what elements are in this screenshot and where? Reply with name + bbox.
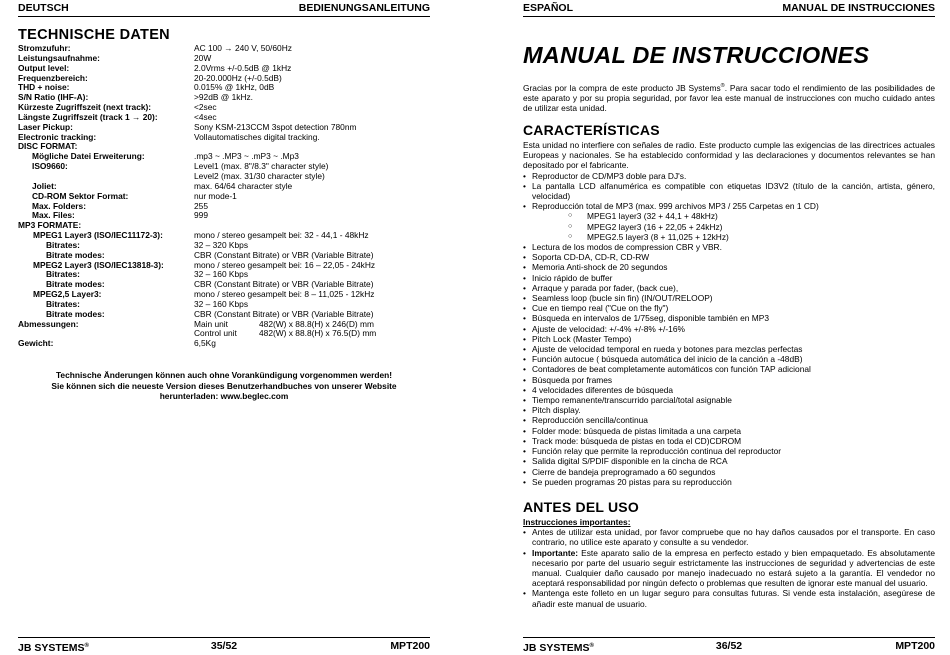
spec-label: THD + noise:: [18, 82, 70, 93]
spec-value: Main unit: [194, 318, 228, 329]
spec-label: Abmessungen:: [18, 318, 79, 329]
list-item: • Contadores de beat completamente automáticos con función TAP adicional: [523, 364, 935, 374]
list-item: • Búsqueda por frames: [523, 375, 935, 385]
spec-label: Gewicht:: [18, 338, 54, 349]
list-item: • Reproducción sencilla/continua: [523, 415, 935, 425]
spec-label: Bitrates:: [46, 269, 80, 280]
list-item: [523, 527, 935, 547]
page-footer: [523, 640, 935, 653]
spec-label: Laser Pickup:: [18, 121, 73, 132]
spec-label: Mögliche Datei Erweiterung:: [32, 151, 145, 162]
spec-value: 999: [194, 210, 208, 221]
spec-label: S/N Ratio (IHF-A):: [18, 92, 89, 103]
footer-brand-text: JB SYSTEMS: [18, 642, 85, 654]
spec-value: Level1 (max. 8"/8.3" character style): [194, 161, 329, 172]
before-use-section: [523, 517, 935, 609]
spec-list: [18, 44, 430, 349]
registered-mark: ®: [589, 643, 594, 649]
list-item: • Lectura de los modos de compression CBR y VBR.: [523, 242, 935, 252]
spec-row: [18, 133, 430, 143]
list-item: • Folder mode: búsqueda de pistas limitada a una carpeta: [523, 426, 935, 436]
spec-label: Joliet:: [32, 180, 57, 191]
spec-label: DISC FORMAT:: [18, 141, 78, 152]
before-use-list: [523, 527, 935, 609]
left-page: [18, 0, 430, 654]
spec-value: <4sec: [194, 111, 217, 122]
list-item: • Función relay que permite la reproducción continua del reproductor: [523, 446, 935, 456]
list-item: • Función autocue ( búsqueda automática del inicio de la canción a -48dB): [523, 354, 935, 364]
list-item: • Arraque y parada por fader, (back cue),: [523, 283, 935, 293]
spec-value: CBR (Constant Bitrate) or VBR (Variable Bitrate): [194, 249, 374, 260]
list-item: • Búsqueda en intervalos de 1/75seg, disponible también en MP3: [523, 313, 935, 323]
footer-model: MPT200: [895, 640, 935, 652]
spec-label: Electronic tracking:: [18, 131, 97, 142]
spec-row: [18, 202, 430, 212]
page-header: [523, 2, 935, 14]
spec-dimensions: 482(W) x 88.8(H) x 246(D) mm: [259, 318, 374, 329]
list-item: [523, 548, 935, 589]
footer-model: MPT200: [390, 640, 430, 652]
spec-value: Sony KSM-213CCM 3spot detection 780nm: [194, 121, 357, 132]
spec-value: 0.015% @ 1kHz, 0dB: [194, 82, 275, 93]
spec-value: 32 – 160 Kbps: [194, 298, 249, 309]
spec-label: Leistungsaufnahme:: [18, 52, 100, 63]
section-title-technical-data: TECHNISCHE DATEN: [18, 27, 170, 43]
spec-value: Level2 (max. 31/30 character style): [194, 170, 325, 181]
intro-paragraph: [523, 81, 935, 113]
features-section: [523, 140, 935, 487]
spec-label: Längste Zugriffszeit (track 1 → 20):: [18, 111, 158, 122]
list-item: • 4 velocidades diferentes de búsqueda: [523, 385, 935, 395]
spec-value: 32 – 320 Kbps: [194, 239, 249, 250]
list-item: • Memoria Anti-shock de 20 segundos: [523, 262, 935, 272]
notice-line: herunterladen: www.beglec.com: [159, 391, 289, 401]
spec-label: Max. Folders:: [32, 200, 86, 211]
spec-value: CBR (Constant Bitrate) or VBR (Variable Bitrate): [194, 308, 374, 319]
spec-row: [18, 329, 430, 339]
sub-list-item: ○ MPEG2 layer3 (16 + 22,05 + 24kHz): [523, 222, 935, 232]
right-page: [523, 0, 935, 654]
notice-line: Sie können sich die neueste Version dieses Benutzerhandbuches von unserer Website: [51, 380, 397, 391]
list-item: • Reproducción total de MP3 (max. 999 archivos MP3 / 255 Carpetas en 1 CD): [523, 201, 935, 211]
list-item-emphasis: Importante:: [532, 547, 579, 558]
sub-list-item: ○ MPEG2.5 layer3 (8 + 11,025 + 12kHz): [523, 232, 935, 242]
spec-dimensions: 482(W) x 88.8(H) x 76.5(D) mm: [259, 328, 377, 339]
header-manual-title: MANUAL DE INSTRUCCIONES: [782, 2, 935, 14]
spec-value: mono / stereo gesampelt bei: 8 – 11,025 - 12kHz: [194, 289, 375, 300]
section-title-before-use: ANTES DEL USO: [523, 499, 639, 515]
list-item: • Ajuste de velocidad temporal en rueda y botones para mezclas perfectas: [523, 344, 935, 354]
spec-label: Bitrates:: [46, 239, 80, 250]
page-title: MANUAL DE INSTRUCCIONES: [523, 42, 870, 68]
spec-label: Bitrate modes:: [46, 279, 105, 290]
intro-text-a: Gracias por la compra de este producto JB Systems: [523, 82, 721, 93]
footer-divider: [523, 637, 935, 638]
header-divider: [18, 16, 430, 17]
list-item: • La pantalla LCD alfanumérica es compatible con etiquetas ID3V2 (título de la canción, artista, género, velocidad): [523, 181, 935, 201]
spec-value: 255: [194, 200, 208, 211]
spec-value: 32 – 160 Kbps: [194, 269, 249, 280]
spec-value: AC 100 → 240 V, 50/60Hz: [194, 43, 292, 53]
list-item: • Seamless loop (bucle sin fin) (IN/OUT/RELOOP): [523, 293, 935, 303]
spec-label: MPEG1 Layer3 (ISO/IEC11172-3):: [33, 230, 163, 241]
notice-line: Technische Änderungen können auch ohne Vorankündigung vorgenommen werden!: [55, 370, 393, 380]
page-header: [18, 2, 430, 14]
spec-value: .mp3 ~ .MP3 ~ .mP3 ~ .Mp3: [194, 151, 299, 162]
list-item: • Salida digital S/PDIF disponible en la cincha de RCA: [523, 456, 935, 466]
spec-label: MP3 FORMATE:: [18, 220, 82, 231]
important-instructions-heading: Instrucciones importantes:: [523, 517, 631, 527]
spec-label: Bitrates:: [46, 298, 80, 309]
header-manual-title: BEDIENUNGSANLEITUNG: [298, 2, 430, 14]
spec-label: Kürzeste Zugriffszeit (next track):: [18, 102, 152, 113]
footer-divider: [18, 637, 430, 638]
page-number: 36/52: [715, 640, 743, 652]
list-item: • Pitch display.: [523, 405, 935, 415]
header-divider: [523, 16, 935, 17]
notice: [18, 370, 430, 402]
spec-value: <2sec: [194, 102, 217, 113]
spec-label: MPEG2,5 Layer3:: [33, 289, 102, 300]
spec-label: Bitrate modes:: [46, 308, 105, 319]
list-item: • Soporta CD-DA, CD-R, CD-RW: [523, 252, 935, 262]
spec-value: max. 64/64 character style: [194, 180, 293, 191]
footer-brand-text: JB SYSTEMS: [523, 642, 590, 654]
spec-value: 2.0Vrms +/-0.5dB @ 1kHz: [194, 62, 292, 73]
list-item: • Cue en tiempo real ("Cue on the fly"): [523, 303, 935, 313]
spec-value: 20W: [194, 52, 212, 63]
spec-value: 6,5Kg: [194, 338, 216, 349]
registered-mark: ®: [720, 83, 725, 89]
spec-label: CD-ROM Sektor Format:: [32, 190, 129, 201]
list-item-text: Mantenga este folleto en un lugar seguro para consultas futuras. Si vende esta instalación, asegúrese de añadir este manual de usuario.: [532, 588, 935, 609]
spec-label: MPEG2 Layer3 (ISO/IEC13818-3):: [33, 259, 164, 270]
spec-value: 20-20.000Hz (+/-0.5dB): [194, 72, 282, 83]
page-footer: [18, 640, 430, 653]
list-item: • Se pueden programas 20 pistas para su reproducción: [523, 477, 935, 487]
spec-label: Bitrate modes:: [46, 249, 105, 260]
list-item-text: Antes de utilizar esta unidad, por favor compruebe que no hay daños causados por el transporte. En caso contrario, no utilice este aparato y consulte a su vendedor.: [532, 527, 935, 548]
list-item: • Cierre de bandeja preprogramado a 60 segundos: [523, 467, 935, 477]
features-list: [523, 171, 935, 487]
list-item: • Ajuste de velocidad: +/-4% +/-8% +/-16%: [523, 324, 935, 334]
list-item: • Pitch Lock (Master Tempo): [523, 334, 935, 344]
spec-value: CBR (Constant Bitrate) or VBR (Variable Bitrate): [194, 279, 374, 290]
sub-list-item: ○ MPEG1 layer3 (32 + 44,1 + 48kHz): [523, 211, 935, 221]
header-language: DEUTSCH: [18, 2, 69, 14]
registered-mark: ®: [84, 643, 89, 649]
list-item: • Track mode: búsqueda de pistas en toda el CD)CDROM: [523, 436, 935, 446]
spec-label: Stromzufuhr:: [18, 43, 71, 53]
section-title-features: CARACTERÍSTICAS: [523, 122, 660, 138]
list-item: • Inicio rápido de buffer: [523, 273, 935, 283]
list-item: • Reproductor de CD/MP3 doble para DJ's.: [523, 171, 935, 181]
page-number: 35/52: [210, 640, 238, 652]
spec-value: mono / stereo gesampelt bei: 16 – 22,05 - 24kHz: [194, 259, 376, 270]
spec-value: mono / stereo gesampelt bei: 32 - 44,1 - 48kHz: [194, 230, 369, 241]
list-item-text: Este aparato salio de la empresa en perfecto estado y bien empaquetado. Es absolutamente necesario por parte del usuario seguir estrictamente las instrucciones de seguridad y advertencias de este manual. Cualquier daño causado por manejo inadecuado no estará sujeto a la garantía. El vendedor no aceptará responsabilidad por ningún defecto o problemas que resulten de ignorar este manual del usuario.: [532, 547, 935, 589]
intro-text-b: . Para sacar todo el rendimiento de las posibilidades de este aparato y por su propia seguridad, por favor lea este manual de instrucciones con mucho cuidado antes de utilizar esta unidad.: [523, 82, 936, 114]
spec-value: Control unit: [194, 328, 237, 339]
spec-label: Frequenzbereich:: [18, 72, 88, 83]
spec-label: Max. Files:: [32, 210, 75, 221]
spec-value: Vollautomatisches digital tracking.: [194, 131, 320, 142]
features-intro: Esta unidad no interfiere con señales de radio. Este producto cumple las exigencias de las directrices actuales Europeas y nacionales. Se ha establecido conformidad y las declaraciones y documentos relevantes se han depositado por el fabricante.: [523, 140, 935, 171]
list-item: • Tiempo remanente/transcurrido parcial/total asignable: [523, 395, 935, 405]
spec-value: >92dB @ 1kHz.: [194, 92, 254, 103]
spec-value: nur mode-1: [194, 190, 237, 201]
spec-row: [18, 339, 430, 349]
header-language: ESPAÑOL: [523, 2, 573, 14]
spec-label: ISO9660:: [32, 161, 68, 172]
spec-label: Output level:: [18, 62, 70, 73]
list-item: [523, 588, 935, 608]
